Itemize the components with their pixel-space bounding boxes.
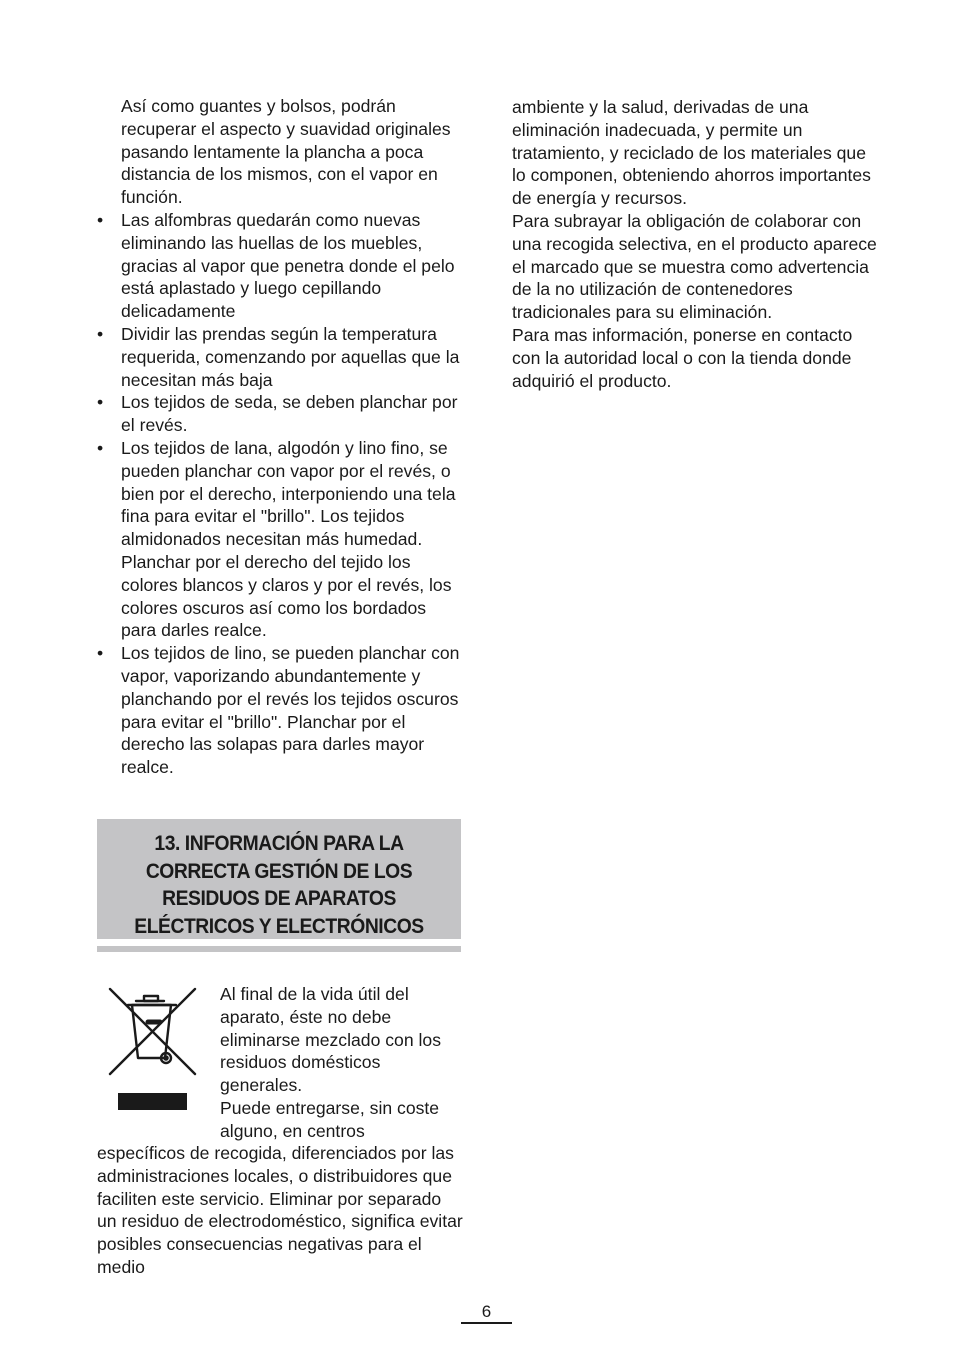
weee-continued-text — [97, 1142, 463, 1279]
intro-paragraph: Así como guantes y bolsos, podrán recuperar el aspecto y suavidad originales pasando lentamente la plancha a poca distancia de los mismos, con el vapor en función. — [121, 96, 451, 208]
list-item — [97, 209, 463, 323]
list-item-text: Los tejidos de lana, algodón y lino fino, se pueden planchar con vapor por el revés, o bien por el derecho, interponiendo una tela fina para evitar el "brillo". Los tejidos almidonados necesitan más humedad. Planchar por el derecho del tejido los colores blancos y claros y por el revés, los colores oscuros así como los bordados para darles realce. — [121, 437, 456, 641]
page-number-rule — [461, 1322, 512, 1324]
bullet-marker: • — [97, 392, 104, 413]
right-paragraph-2: Para subrayar la obligación de colaborar con una recogida selectiva, en el producto aparece el marcado que se muestra como advertencia de la no utilización de contenedores tradicionales para su eliminación. — [512, 210, 877, 323]
list-item-text: Dividir las prendas según la temperatura requerida, comenzando por aquellas que la necesitan más baja — [121, 323, 460, 390]
list-item — [97, 391, 463, 437]
section-heading-box — [97, 819, 461, 946]
right-paragraph-1: ambiente y la salud, derivadas de una eliminación inadecuada, y permite un tratamiento, y reciclado de los materiales que lo componen, obteniendo ahorros importantes de energía y recursos. — [512, 97, 871, 209]
weee-paragraph-2: Puede entregarse, sin coste alguno, en centros — [220, 1097, 440, 1141]
page-number: 6 — [481, 1302, 492, 1321]
list-item — [97, 323, 463, 391]
section-heading — [112, 819, 447, 940]
heading-line: 13. INFORMACIÓN PARA LA — [154, 832, 404, 855]
heading-line: ELÉCTRICOS Y ELECTRÓNICOS — [134, 914, 424, 938]
bullet-marker: • — [97, 643, 104, 664]
right-column — [512, 96, 884, 392]
crossed-out-wheelie-bin-icon — [108, 986, 198, 1112]
bullet-marker: • — [97, 323, 104, 344]
bullet-marker: • — [97, 209, 104, 230]
section-heading-rule — [97, 946, 461, 952]
heading-line: CORRECTA GESTIÓN DE LOS — [145, 859, 413, 883]
list-item-text: Los tejidos de seda, se deben planchar por el revés. — [121, 392, 458, 436]
weee-paragraph-1: Al final de la vida útil del aparato, éste no debe eliminarse mezclado con los residuos domésticos generales. — [220, 984, 441, 1096]
bullet-marker: • — [97, 437, 104, 458]
care-instructions-list — [97, 209, 463, 779]
list-item — [97, 642, 463, 779]
right-paragraph-3: Para mas información, ponerse en contacto con la autoridad local o con la tienda donde adquirió el producto. — [512, 324, 853, 391]
heading-line: RESIDUOS DE APARATOS — [162, 887, 396, 910]
weee-paragraph-3: específicos de recogida, diferenciados por las administraciones locales, o distribuidores que faciliten este servicio. Eliminar por separado un residuo de electrodoméstico, significa evitar posibles consecuencias negativas para el medio — [97, 1143, 463, 1277]
list-item-text: Las alfombras quedarán como nuevas eliminando las huellas de los muebles, gracias al vapor que penetra donde el pelo está aplastado y luego cepillando delicadamente — [121, 209, 455, 322]
list-item-text: Los tejidos de lino, se pueden planchar con vapor, vaporizando abundantemente y planchando por el revés los tejidos oscuros para evitar el "brillo". Planchar por el derecho las solapas para darles mayor realce. — [121, 643, 460, 778]
list-item — [97, 437, 463, 642]
left-column — [97, 95, 463, 779]
weee-intro-text — [220, 983, 460, 1143]
